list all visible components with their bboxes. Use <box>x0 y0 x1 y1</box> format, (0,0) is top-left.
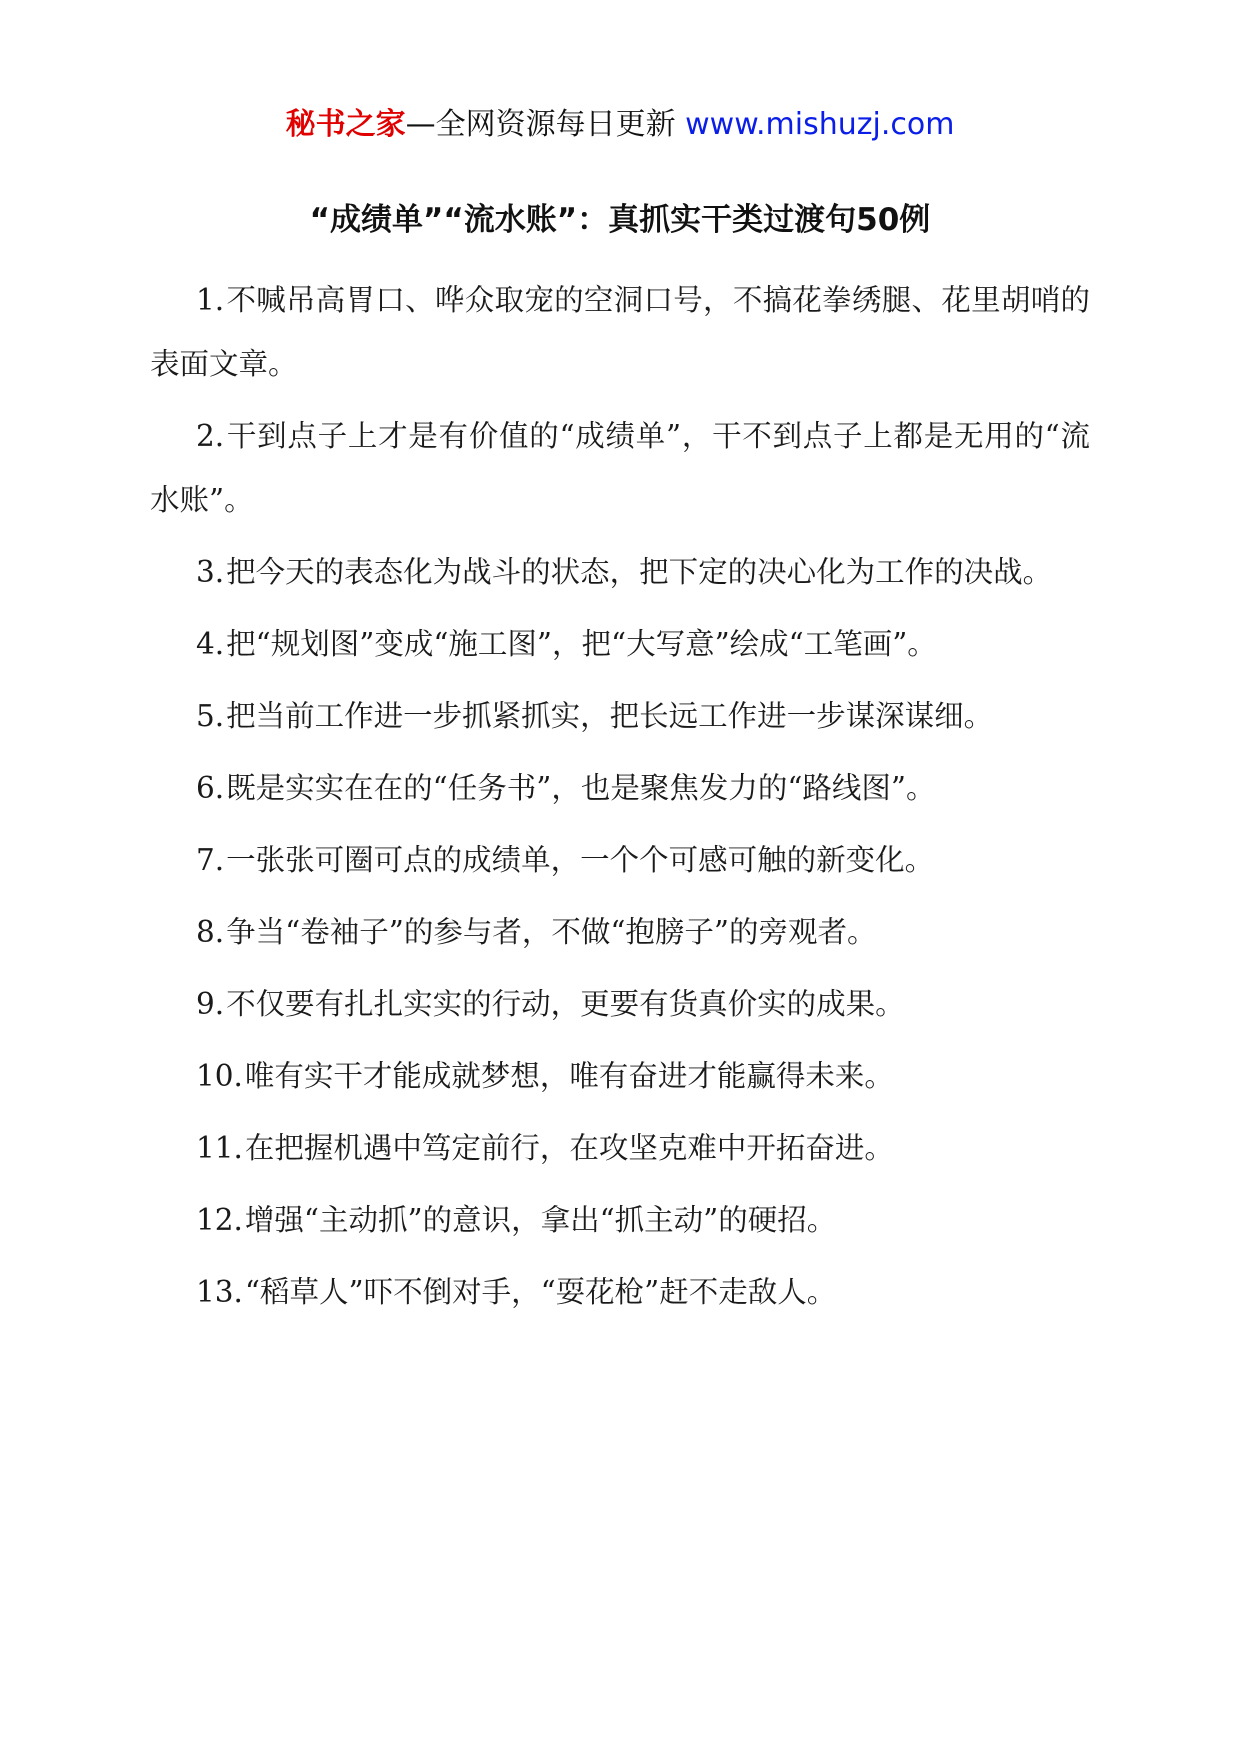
item-number: 1. <box>196 283 225 317</box>
item-text: 争当“卷袖子”的参与者，不做“抱膀子”的旁观者。 <box>226 915 877 949</box>
list-item <box>150 540 1090 604</box>
site-header <box>150 100 1090 150</box>
item-text: 既是实实在在的“任务书”，也是聚焦发力的“路线图”。 <box>226 771 936 805</box>
item-text: 把“规划图”变成“施工图”，把“大写意”绘成“工笔画”。 <box>226 627 937 661</box>
item-text: 增强“主动抓”的意识，拿出“抓主动”的硬招。 <box>244 1203 837 1237</box>
list-item <box>150 684 1090 748</box>
item-text: 一张张可圈可点的成绩单，一个个可感可触的新变化。 <box>226 843 935 877</box>
item-text: 不喊吊高胃口、哗众取宠的空洞口号，不搞花拳绣腿、花里胡哨的表面文章。 <box>150 283 1090 381</box>
list-item <box>150 1260 1090 1324</box>
brand-name: 秘书之家 <box>285 107 406 142</box>
item-text: 在把握机遇中笃定前行，在攻坚克难中开拓奋进。 <box>244 1131 894 1165</box>
item-number: 3. <box>196 555 225 589</box>
item-number: 9. <box>196 987 225 1021</box>
item-number: 4. <box>196 627 225 661</box>
list-item <box>150 972 1090 1036</box>
item-number: 10. <box>196 1059 243 1093</box>
item-number: 12. <box>196 1203 243 1237</box>
item-number: 6. <box>196 771 225 805</box>
item-text: 唯有实干才能成就梦想，唯有奋进才能赢得未来。 <box>244 1059 894 1093</box>
item-number: 8. <box>196 915 225 949</box>
item-number: 7. <box>196 843 225 877</box>
list-item <box>150 268 1090 396</box>
item-number: 13. <box>196 1275 243 1309</box>
item-text: 把当前工作进一步抓紧抓实，把长远工作进一步谋深谋细。 <box>226 699 994 733</box>
item-number: 2. <box>196 419 225 453</box>
item-text: 干到点子上才是有价值的“成绩单”，干不到点子上都是无用的“流水账”。 <box>150 419 1090 517</box>
item-number: 5. <box>196 699 225 733</box>
list-item <box>150 404 1090 532</box>
item-text: 把今天的表态化为战斗的状态，把下定的决心化为工作的决战。 <box>226 555 1053 589</box>
item-text: “稻草人”吓不倒对手，“耍花枪”赶不走敌人。 <box>244 1275 837 1309</box>
item-list <box>150 268 1090 1324</box>
item-number: 11. <box>196 1131 243 1165</box>
list-item <box>150 1188 1090 1252</box>
header-tagline: —全网资源每日更新 <box>405 107 686 142</box>
site-url-link[interactable]: www.mishuzj.com <box>685 107 955 142</box>
document-title: “成绩单”“流水账”：真抓实干类过渡句50例 <box>309 202 931 238</box>
list-item <box>150 1116 1090 1180</box>
list-item <box>150 1044 1090 1108</box>
list-item <box>150 756 1090 820</box>
item-text: 不仅要有扎扎实实的行动，更要有货真价实的成果。 <box>226 987 905 1021</box>
list-item <box>150 900 1090 964</box>
list-item <box>150 612 1090 676</box>
list-item <box>150 828 1090 892</box>
